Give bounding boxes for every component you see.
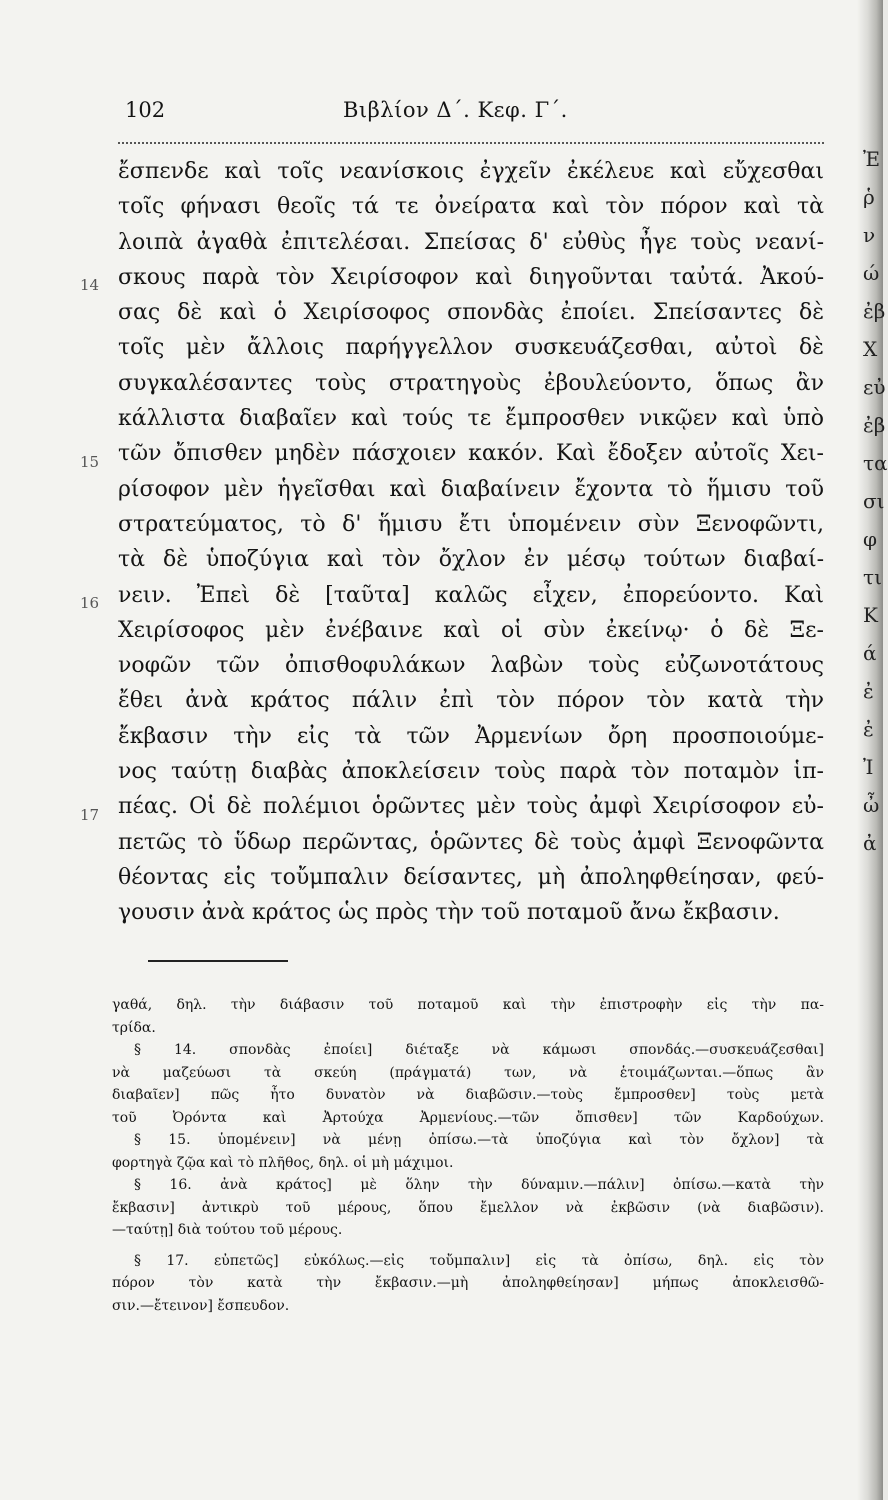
edge-letter: ἐβ bbox=[863, 413, 886, 437]
main-text bbox=[118, 154, 824, 931]
text-line: τὰ δὲ ὑποζύγια καὶ τὸν ὄχλον ἐν μέσῳ τούτων διαβαί- bbox=[118, 547, 824, 573]
note-line: γαθά, δηλ. τὴν διάβασιν τοῦ ποταμοῦ καὶ τὴν ἐπιστροφὴν εἰς τὴν πα- bbox=[112, 997, 824, 1013]
note-line: νὰ μαζεύωσι τὰ σκεύη (πράγματά) των, νὰ ἑτοιμάζωνται.—ὅπως ἂν bbox=[112, 1064, 824, 1081]
text-line: πέας. Οἱ δὲ πολέμιοι ὁρῶντες μὲν τοὺς ἀμφὶ Χειρίσοφον εὐ- bbox=[118, 794, 824, 820]
edge-letter: ῥ bbox=[863, 185, 875, 209]
edge-letter: φ bbox=[863, 527, 878, 551]
text-line: τοῖς μὲν ἄλλοις παρήγγελλον συσκευάζεσθαι, αὐτοὶ δὲ bbox=[118, 335, 824, 361]
edge-letter: Κ bbox=[863, 603, 878, 627]
text-line: Χειρίσοφος μὲν ἐνέβαινε καὶ οἱ σὺν ἐκείνῳ· ὁ δὲ Ξε- bbox=[118, 617, 824, 643]
note-line: § 15. ὑπομένειν] νὰ μένῃ ὀπίσω.—τὰ ὑποζύγια καὶ τὸν ὄχλον] τὰ bbox=[134, 1132, 824, 1148]
text-line: τοῖς φήνασι θεοῖς τά τε ὀνείρατα καὶ τὸν πόρον καὶ τὰ bbox=[118, 194, 824, 220]
edge-letter: ν bbox=[863, 223, 876, 247]
edge-letter: ώ bbox=[863, 261, 880, 285]
page-number: 102 bbox=[125, 98, 166, 122]
text-line: θέοντας εἰς τοὔμπαλιν δείσαντες, μὴ ἀποληφθείησαν, φεύ- bbox=[118, 864, 824, 890]
text-line: κάλλιστα διαβαῖεν καὶ τούς τε ἔμπροσθεν νικῷεν καὶ ὑπὸ bbox=[118, 406, 824, 432]
text-line: συγκαλέσαντες τοὺς στρατηγοὺς ἐβουλεύοντο, ὅπως ἂν bbox=[118, 370, 824, 396]
text-line: γουσιν ἀνὰ κράτος ὡς πρὸς τὴν τοῦ ποταμοῦ ἄνω ἔκβασιν. bbox=[118, 900, 780, 926]
edge-letter: Ἰ bbox=[863, 755, 874, 779]
running-title: Βιβλίον Δ΄. Κεφ. Γ΄. bbox=[343, 98, 568, 122]
footnotes bbox=[112, 994, 824, 1317]
note-line: —ταύτῃ] διὰ τούτου τοῦ μέρους. bbox=[112, 1222, 343, 1238]
note-line: διαβαῖεν] πῶς ἦτο δυνατὸν νὰ διαβῶσιν.—τοὺς ἔμπροσθεν] τοὺς μετὰ bbox=[112, 1087, 824, 1103]
edge-letter: σι bbox=[863, 489, 885, 513]
note-line: § 16. ἀνὰ κράτος] μὲ ὅλην τὴν δύναμιν.—πάλιν] ὀπίσω.—κατὰ τὴν bbox=[134, 1177, 824, 1193]
note-line: τρίδα. bbox=[112, 1019, 156, 1036]
section-number: 15 bbox=[80, 453, 100, 471]
note-line: τοῦ Ὀρόντα καὶ Ἀρτούχα Ἀρμενίους.—τῶν ὄπισθεν] τῶν Καρδούχων. bbox=[112, 1109, 824, 1126]
text-line: τῶν ὄπισθεν μηδὲν πάσχοιεν κακόν. Καὶ ἔδοξεν αὐτοῖς Χει- bbox=[118, 441, 824, 467]
note-line: § 17. εὐπετῶς] εὐκόλως.—εἰς τοὔμπαλιν] εἰς τὰ ὀπίσω, δηλ. εἰς τὸν bbox=[134, 1252, 824, 1269]
text-line: λοιπὰ ἀγαθὰ ἐπιτελέσαι. Σπείσας δ' εὐθὺς ἦγε τοὺς νεανί- bbox=[118, 229, 824, 255]
footnote-rule bbox=[148, 960, 288, 962]
edge-letter: ἐ bbox=[863, 717, 874, 741]
text-line: ἔσπενδε καὶ τοῖς νεανίσκοις ἐγχεῖν ἐκέλευε καὶ εὔχεσθαι bbox=[118, 159, 824, 184]
edge-letter: ά bbox=[863, 641, 877, 665]
note-line: πόρον τὸν κατὰ τὴν ἔκβασιν.—μὴ ἀποληφθείησαν] μήπως ἀποκλεισθῶ- bbox=[112, 1275, 824, 1291]
text-line: ἔκβασιν τὴν εἰς τὰ τῶν Ἀρμενίων ὄρη προσποιούμε- bbox=[118, 723, 824, 749]
section-number: 16 bbox=[80, 594, 100, 612]
note-line: § 14. σπονδὰς ἐποίει] διέταξε νὰ κάμωσι σπονδάς.—συσκευάζεσθαι] bbox=[134, 1042, 824, 1058]
header-rule bbox=[118, 142, 824, 144]
text-line: νος ταύτῃ διαβὰς ἀποκλείσειν τοὺς παρὰ τὸν ποταμὸν ἱπ- bbox=[118, 759, 824, 785]
edge-letter: τι bbox=[863, 565, 882, 589]
text-line: σας δὲ καὶ ὁ Χειρίσοφος σπονδὰς ἐποίει. Σπείσαντες δὲ bbox=[118, 300, 824, 326]
edge-letter: ἀ bbox=[863, 831, 877, 855]
text-line: στρατεύματος, τὸ δ' ἥμισυ ἔτι ὑπομένειν σὺν Ξενοφῶντι, bbox=[118, 511, 824, 537]
edge-letter: τα bbox=[863, 451, 888, 475]
edge-letter: εὐ bbox=[863, 375, 886, 399]
facing-page-edge bbox=[857, 140, 888, 862]
text-line: ἔθει ἀνὰ κράτος πάλιν ἐπὶ τὸν πόρον τὸν κατὰ τὴν bbox=[118, 688, 824, 714]
text-line: νοφῶν τῶν ὀπισθοφυλάκων λαβὼν τοὺς εὐζωνοτάτους bbox=[118, 653, 824, 679]
text-line: νειν. Ἐπεὶ δὲ [ταῦτα] καλῶς εἶχεν, ἐπορεύοντο. Καὶ bbox=[118, 582, 824, 608]
note-line: φορτηγὰ ζῷα καὶ τὸ πλῆθος, δηλ. οἱ μὴ μάχιμοι. bbox=[112, 1154, 454, 1171]
page-header bbox=[125, 98, 825, 132]
edge-letter: ὦ bbox=[863, 793, 880, 817]
edge-letter: ἐβ bbox=[863, 299, 886, 323]
edge-letter: ἐ bbox=[863, 679, 874, 703]
note-line: σιν.—ἔτεινον] ἔσπευδον. bbox=[112, 1297, 290, 1314]
section-number: 17 bbox=[80, 806, 100, 824]
edge-letter: Χ bbox=[863, 337, 878, 361]
text-line: σκους παρὰ τὸν Χειρίσοφον καὶ διηγοῦνται ταὐτά. Ἀκού- bbox=[118, 264, 824, 290]
edge-letter: Ἐ bbox=[863, 147, 881, 171]
text-line: ρίσοφον μὲν ἡγεῖσθαι καὶ διαβαίνειν ἔχοντα τὸ ἥμισυ τοῦ bbox=[118, 476, 824, 502]
text-line: πετῶς τὸ ὕδωρ περῶντας, ὁρῶντες δὲ τοὺς ἀμφὶ Ξενοφῶντα bbox=[118, 829, 824, 855]
section-number: 14 bbox=[80, 276, 100, 294]
note-line: ἔκβασιν] ἀντικρὺ τοῦ μέρους, ὅπου ἔμελλον νὰ ἐκβῶσιν (νὰ διαβῶσιν). bbox=[112, 1199, 824, 1216]
